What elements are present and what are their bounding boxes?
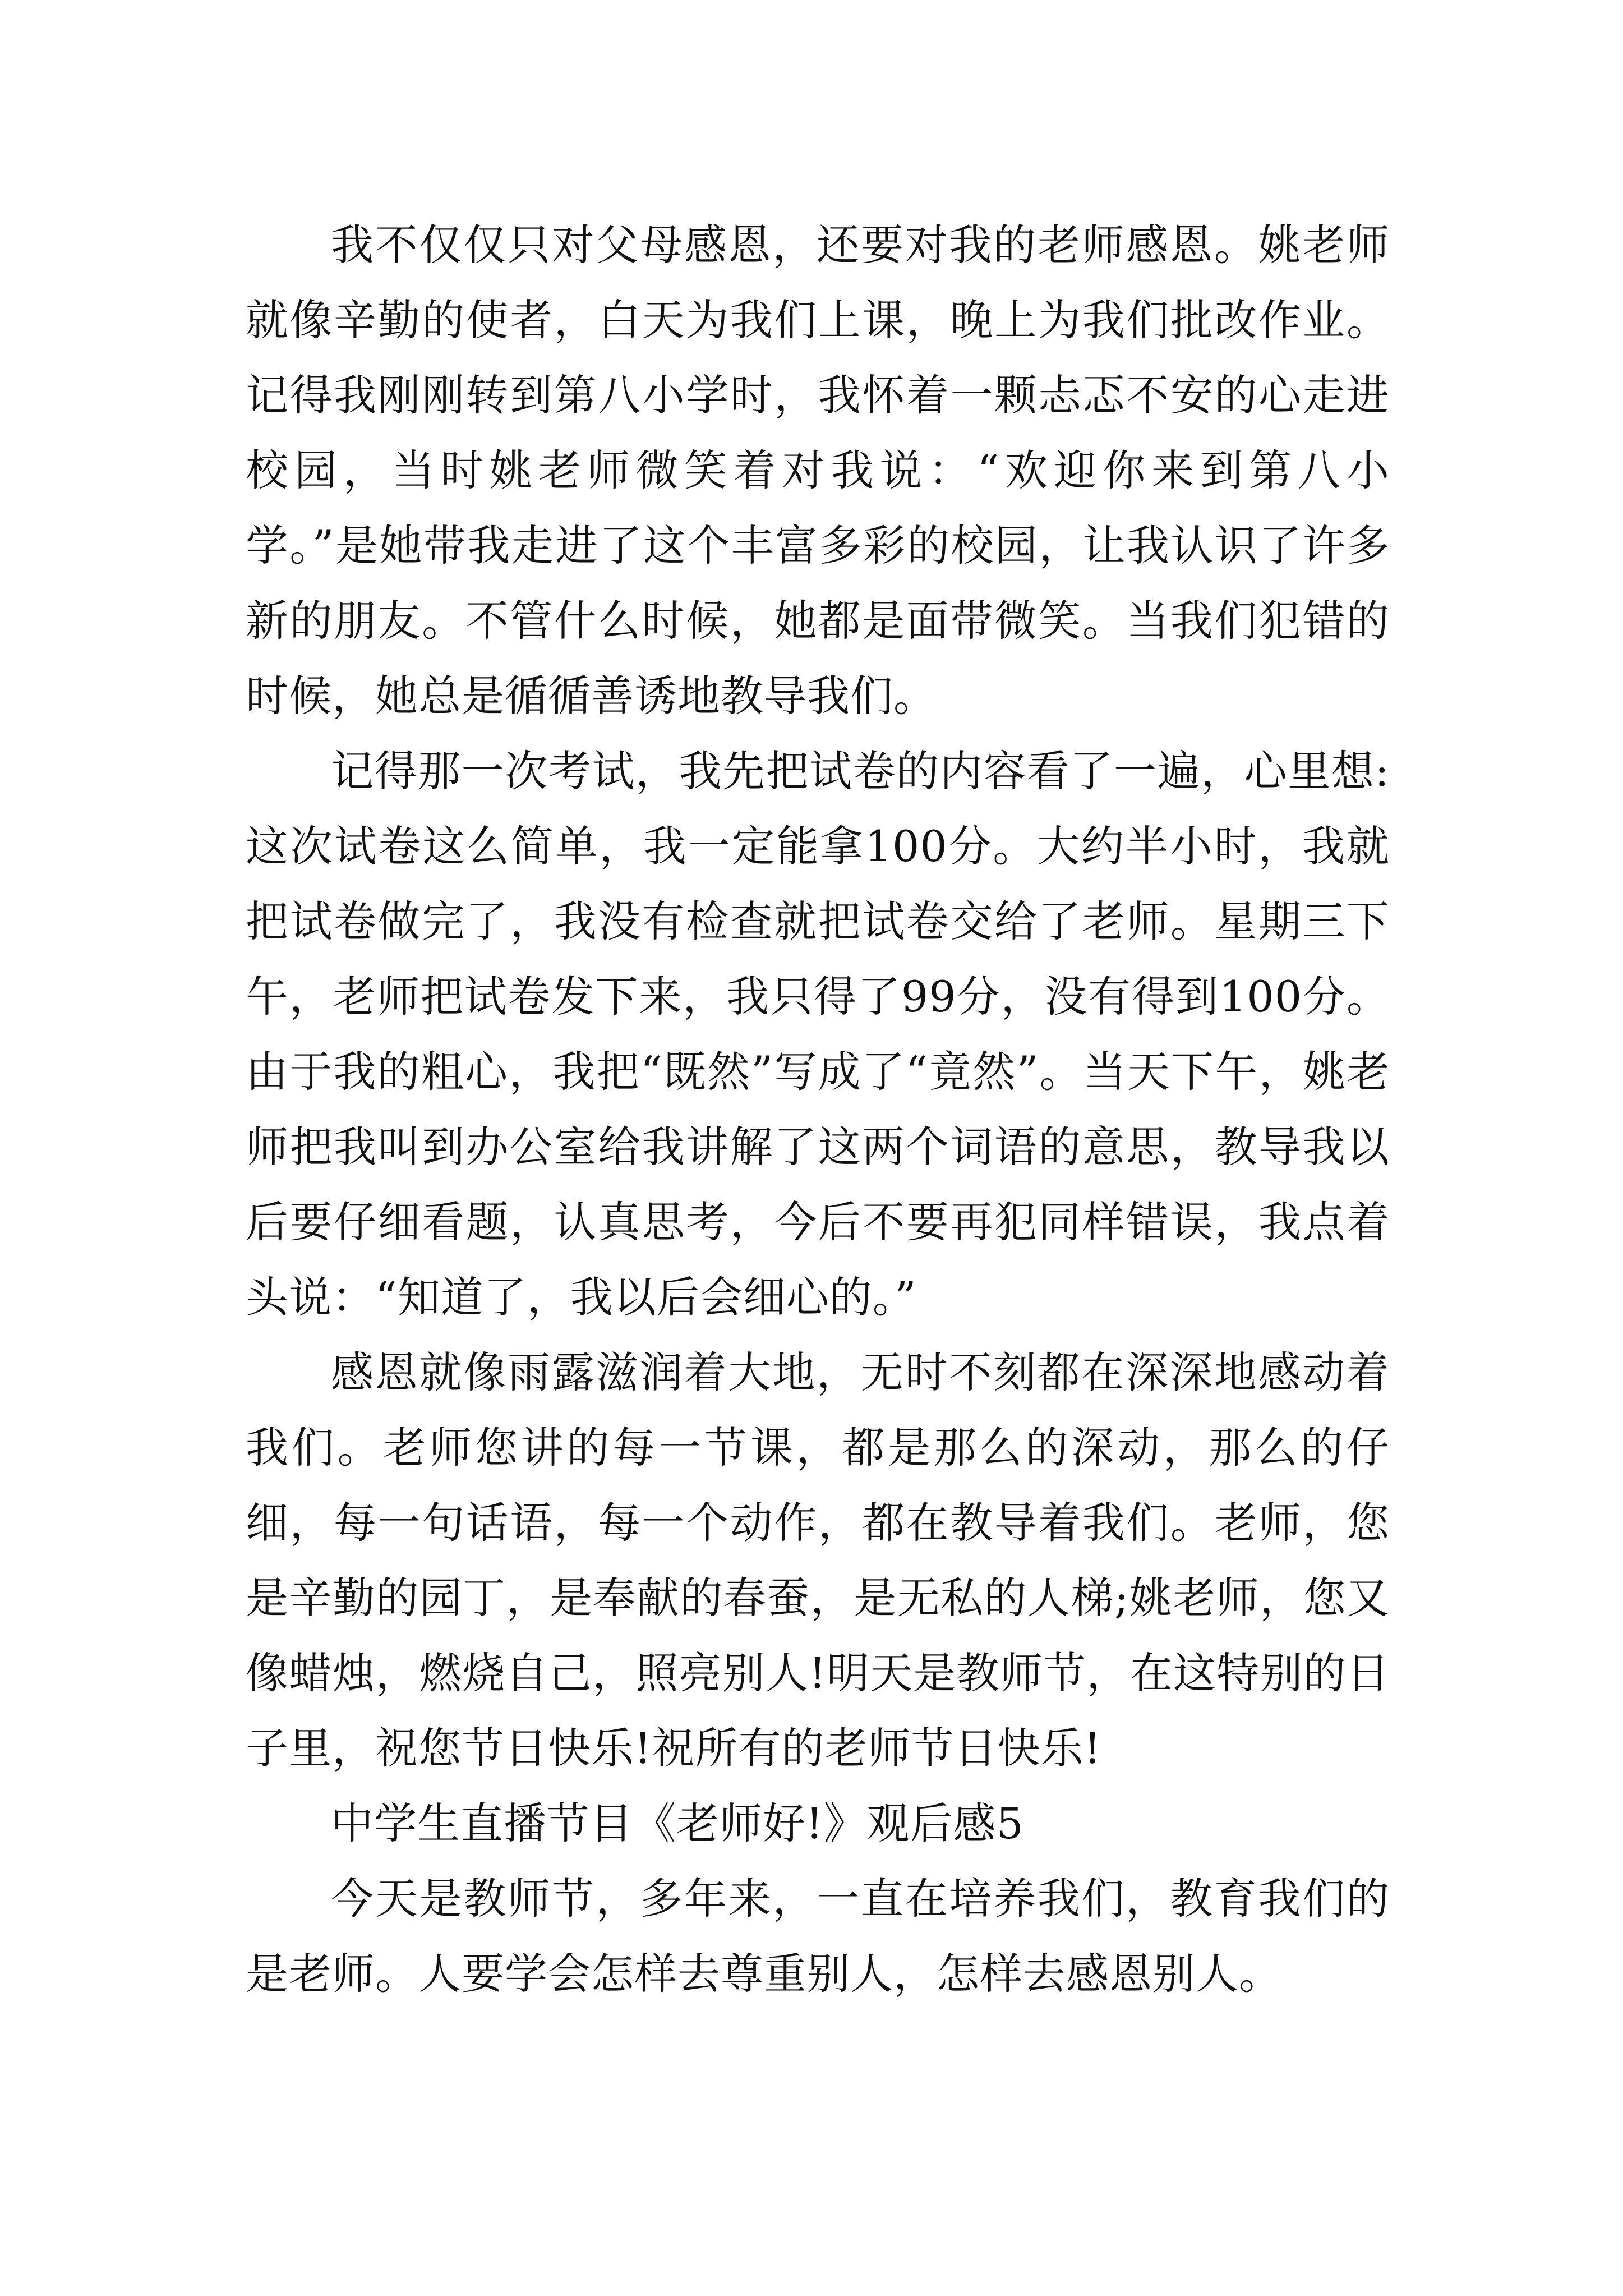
section-heading: 中学生直播节目《老师好!》观后感5	[331, 1798, 1024, 1848]
paragraph-teachers-day: 今天是教师节，多年来，一直在培养我们，教育我们的是老师。人要学会怎样去尊重别人，怎样去感恩别人。	[246, 1874, 1390, 1999]
paragraph-gratitude-rain: 感恩就像雨露滋润着大地，无时不刻都在深深地感动着我们。老师您讲的每一节课，都是那么的深动，那么的仔细，每一句话语，每一个动作，都在教导着我们。老师，您是辛勤的园丁，是奉献的春蚕，是无私的人梯;姚老师，您又像蜡烛，燃烧自己，照亮别人!明天是教师节，在这特别的日子里，祝您节日快乐!祝所有的老师节日快乐!	[246, 1347, 1390, 1773]
document-body	[246, 208, 1390, 2012]
paragraph-exam-story: 记得那一次考试，我先把试卷的内容看了一遍，心里想:这次试卷这么简单，我一定能拿100分。大约半小时，我就把试卷做完了，我没有检查就把试卷交给了老师。星期三下午，老师把试卷发下来，我只得了99分，没有得到100分。由于我的粗心，我把“既然”写成了“竟然”。当天下午，姚老师把我叫到办公室给我讲解了这两个词语的意思，教导我以后要仔细看题，认真思考，今后不要再犯同样错误，我点着头说：“知道了，我以后会细心的。”	[246, 746, 1390, 1322]
paragraph-gratitude-teacher: 我不仅仅只对父母感恩，还要对我的老师感恩。姚老师就像辛勤的使者，白天为我们上课，晚上为我们批改作业。记得我刚刚转到第八小学时，我怀着一颗忐忑不安的心走进校园，当时姚老师微笑着对我说：“欢迎你来到第八小学。”是她带我走进了这个丰富多彩的校园，让我认识了许多新的朋友。不管什么时候，她都是面带微笑。当我们犯错的时候，她总是循循善诱地教导我们。	[246, 220, 1390, 721]
